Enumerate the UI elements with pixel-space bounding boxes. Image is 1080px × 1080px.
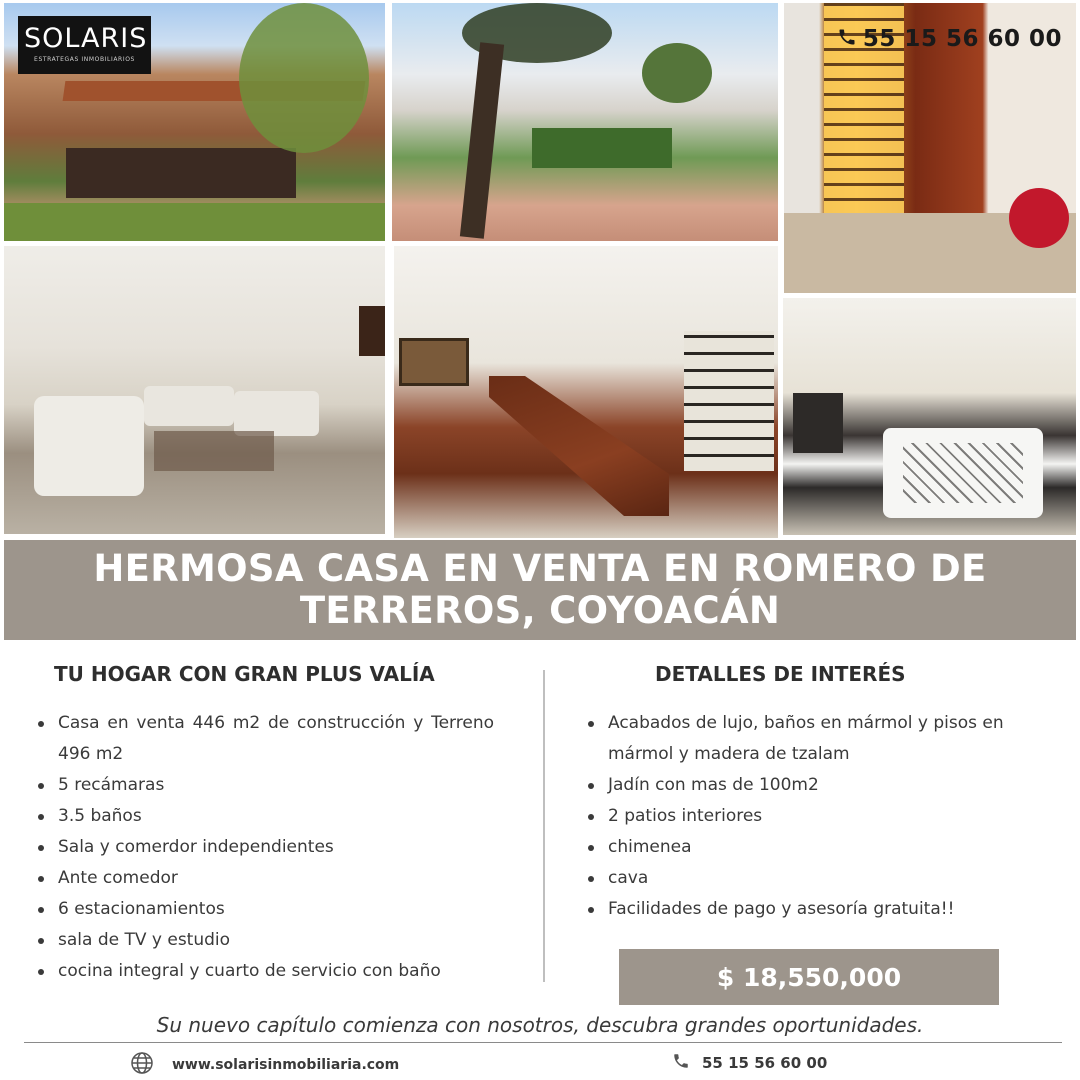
photo-living-room [4, 246, 385, 534]
list-item: 5 recámaras [38, 770, 494, 801]
list-item: sala de TV y estudio [38, 925, 494, 956]
list-item: cocina integral y cuarto de servicio con baño [38, 956, 494, 987]
website-url: www.solarisinmobiliaria.com [172, 1057, 400, 1073]
price-badge [619, 949, 999, 1005]
features-list [38, 708, 494, 987]
list-item: 2 patios interiores [588, 801, 1048, 832]
price-value: $ 18,550,000 [716, 962, 902, 992]
list-item: Acabados de lujo, baños en mármol y pisos en mármol y madera de tzalam [588, 708, 1048, 770]
phone-icon [672, 1051, 690, 1075]
list-item: chimenea [588, 832, 1048, 863]
website-link[interactable] [130, 1051, 399, 1079]
list-item: Sala y comerdor independientes [38, 832, 494, 863]
footer-phone-number: 55 15 56 60 00 [702, 1054, 828, 1072]
photo-staircase [394, 246, 778, 538]
footer-phone-contact[interactable] [672, 1051, 827, 1075]
listing-title: HERMOSA CASA EN VENTA EN ROMERO DE TERREROS, COYOACÁN [93, 547, 987, 632]
brand-logo [18, 16, 151, 74]
tagline: Su nuevo capítulo comienza con nosotros, descubra grandes oportunidades. [156, 1013, 924, 1037]
list-item: Jadín con mas de 100m2 [588, 770, 1048, 801]
top-phone-contact[interactable] [837, 26, 1062, 52]
photo-garden [392, 3, 778, 241]
top-phone-number: 55 15 56 60 00 [862, 26, 1062, 52]
column-divider [543, 670, 545, 982]
left-column-heading: TU HOGAR CON GRAN PLUS VALÍA [54, 662, 435, 686]
list-item: 6 estacionamientos [38, 894, 494, 925]
list-item: Ante comedor [38, 863, 494, 894]
details-list [588, 708, 1048, 925]
list-item: Facilidades de pago y asesoría gratuita!! [588, 894, 1048, 925]
list-item: cava [588, 863, 1048, 894]
footer-divider [24, 1042, 1062, 1043]
globe-icon [130, 1051, 154, 1079]
title-banner [4, 540, 1076, 640]
photo-bedroom [783, 298, 1076, 535]
phone-icon [837, 26, 857, 52]
logo-wordmark: SOLARIS [24, 23, 148, 54]
logo-subtitle: ESTRATEGAS INMOBILIARIOS [34, 56, 135, 63]
right-column-heading: DETALLES DE INTERÉS [655, 662, 906, 686]
list-item: Casa en venta 446 m2 de construcción y Terreno 496 m2 [38, 708, 494, 770]
list-item: 3.5 baños [38, 801, 494, 832]
